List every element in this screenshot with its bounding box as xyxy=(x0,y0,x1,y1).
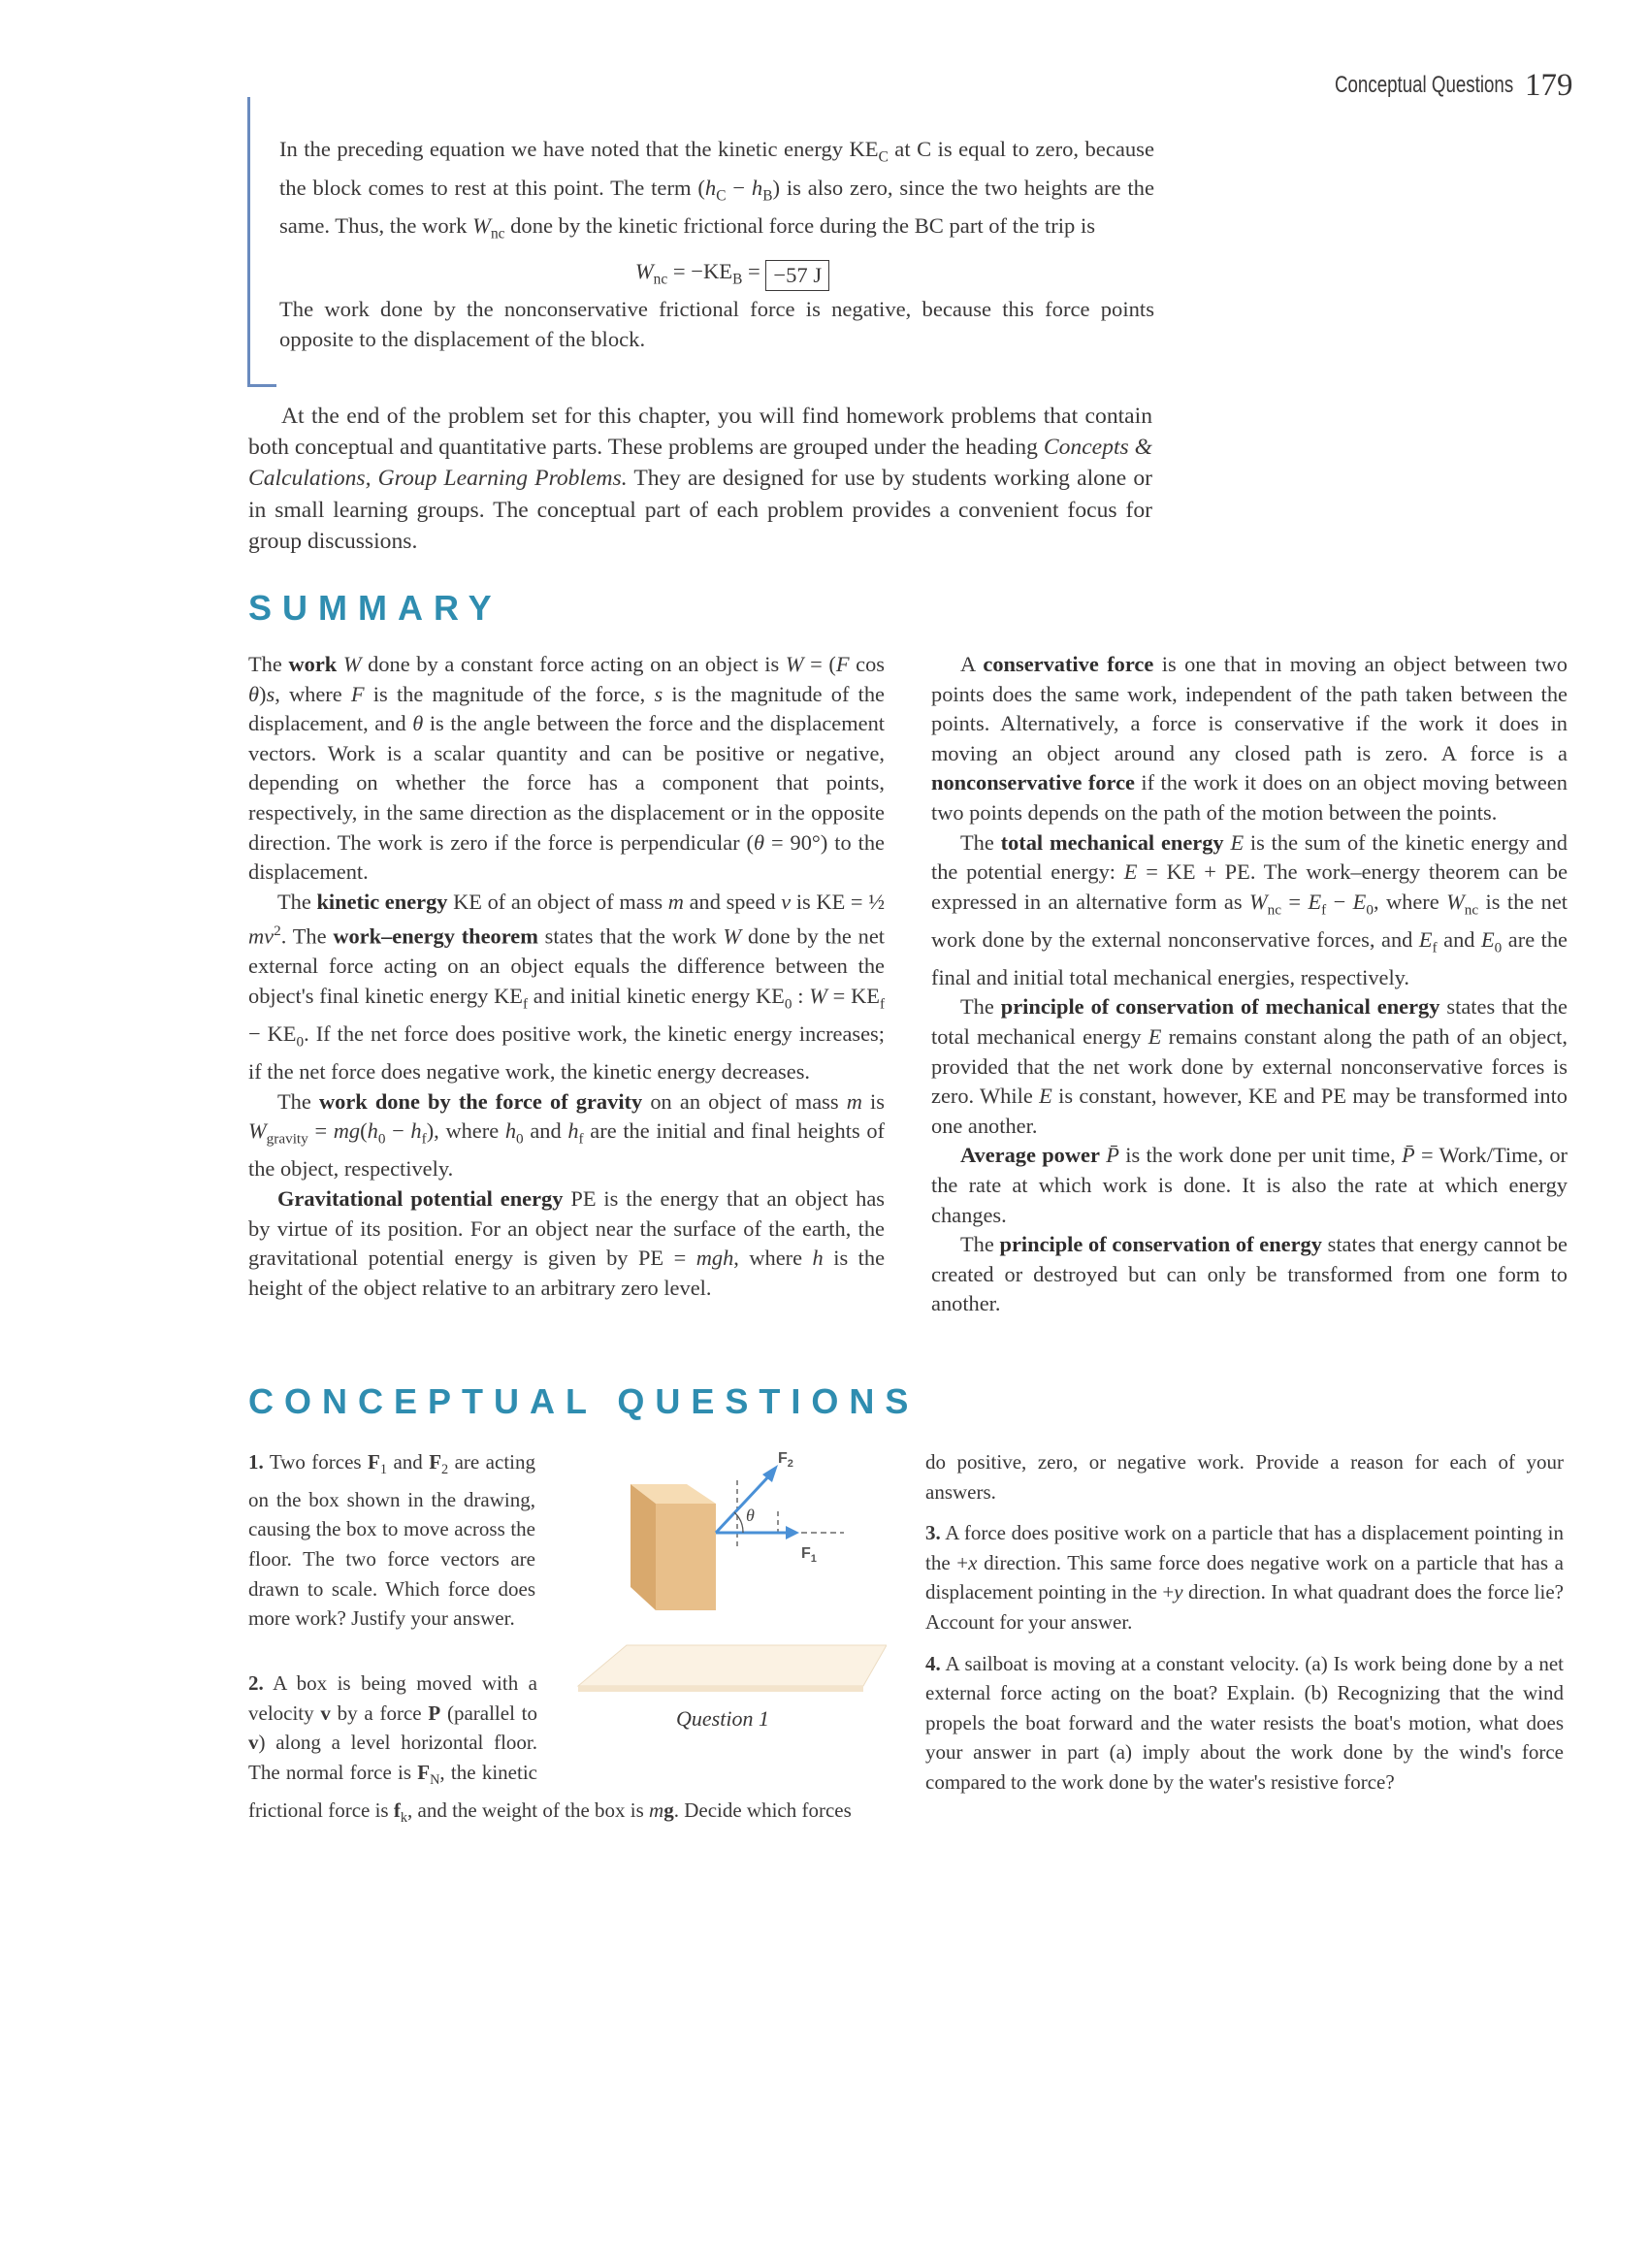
summary-right-paragraph: A conservative force is one that in moving an object between two points does the same work, independent of the path taken between the points. Alternatively, a force is conservative if the work it does in moving an object around any closed path is zero. A force is a nonconservative force if the work it does on an object moving between two points depends on the path of the motion between the points. xyxy=(931,652,1568,825)
summary-right-paragraph: Average power P̄ is the work done per unit time, P̄ = Work/Time, or the rate at which work is done. It is also the rate at which energy changes. xyxy=(931,1143,1568,1227)
floor-shape xyxy=(578,1686,863,1692)
question-text: A box is being moved with a velocity v by a force P (parallel to v) along a level horizontal floor. The normal force is $F_N$, the kinetic frictional force is $f_k$, and the weight of the box is mg. Decide which forces xyxy=(248,1671,852,1826)
summary-right-paragraph: The total mechanical energy E is the sum of the kinetic energy and the potential energy: E = KE + PE. The work–energy theorem can be expressed in an alternative form as $W_{nc} = E_f - E_0$, where $W_{nc}$ is the net work done by the external nonconservative forces, and $E_f$ and $E_0$ are the final and initial total mechanical energies, respectively. xyxy=(931,829,1568,989)
question-text: A sailboat is moving at a constant velocity. (a) Is work being done by a net external force acting on the boat? Explain. (b) Recognizing that the wind propels the boat forward and the water resists the boat's motion, what does your answer in part (a) imply about the work done by the wind's force compared to the work done by the water's resistive force? xyxy=(925,1651,1565,1794)
question-3 xyxy=(925,1518,1564,1636)
solution-block xyxy=(279,134,1154,354)
box-front-face xyxy=(656,1504,716,1610)
intro-paragraph-block xyxy=(248,401,1152,557)
figure-caption: Question 1 xyxy=(676,1706,769,1731)
question-text: A force does positive work on a particle that has a displacement pointing in the +x direction. This same force does negative work on a particle that has a displacement pointing in the +y direction. In what quadrant does the force lie? Account for your answer. xyxy=(925,1521,1565,1634)
question-1-figure xyxy=(559,1451,887,1742)
f1-label: $F_1$ xyxy=(801,1545,817,1565)
box-side-face xyxy=(630,1484,656,1610)
summary-left-paragraph: Gravitational potential energy PE is the energy that an object has by virtue of its position. For an object near the surface of the earth, the gravitational potential energy is given by PE = mgh, where h is the height of the object relative to an arbitrary zero level. xyxy=(248,1185,886,1300)
solution-paragraph-2: The work done by the nonconservative frictional force is negative, because this force points opposite to the displacement of the block. xyxy=(279,296,1154,351)
angle-arc xyxy=(734,1512,743,1533)
question-number: 1. xyxy=(248,1450,264,1474)
summary-left-paragraph: The kinetic energy KE of an object of mass m and speed v is KE = ½ $mv^2$. The work–energy theorem states that the work W done by the net external force acting on an object equals the difference between the object's final kinetic energy $KE_f$ and initial kinetic energy $KE_0$ : $W = KE_f - KE_0$. If the net force does positive work, the kinetic energy increases; if the net force does negative work, the kinetic energy decreases. xyxy=(248,889,886,1085)
box-forces-diagram xyxy=(559,1451,887,1742)
f2-label: $F_2$ xyxy=(778,1451,793,1470)
solution-margin-bar xyxy=(247,97,250,386)
page-number: 179 xyxy=(1525,68,1573,103)
summary-left-paragraph: The work done by the force of gravity on an object of mass m is $W_{gravity} = mg(h_0 - h_f)$, where $h_0$ and $h_f$ are the initial and final heights of the object, respectively. xyxy=(248,1088,886,1182)
summary-right-paragraph: The principle of conservation of mechanical energy states that the total mechanical energy E remains constant along the path of an object, provided that the net work done by external nonconservative forces is zero. While E is constant, however, KE and PE may be transformed into one another. xyxy=(931,994,1568,1138)
floor-shape xyxy=(578,1645,887,1686)
questions-right-column xyxy=(925,1447,1564,1809)
question-2-continued: do positive, zero, or negative work. Provide a reason for each of your answers. xyxy=(925,1450,1564,1504)
question-text: Two forces $F_1$ and $F_2$ are acting on the box shown in the drawing, causing the box to move across the floor. The two force vectors are drawn to scale. Which force does more work? Justify your answer. xyxy=(248,1450,535,1631)
intro-paragraph: At the end of the problem set for this chapter, you will find homework problems that contain both conceptual and quantitative parts. These problems are grouped under the heading Concepts & Calculations, Group Learning Problems. They are designed for use by students working alone or in small learning groups. The conceptual part of each problem provides a convenient focus for group discussions. xyxy=(248,404,1152,554)
equation-lhs: $W_{nc} = -KE_B$ = xyxy=(634,258,760,288)
theta-label: θ xyxy=(746,1506,755,1525)
summary-heading: SUMMARY xyxy=(248,588,502,628)
question-number: 4. xyxy=(925,1651,941,1675)
question-4 xyxy=(925,1649,1564,1798)
summary-right-column xyxy=(931,650,1568,1319)
force-f2-arrow-shaft xyxy=(716,1471,774,1533)
summary-left-column xyxy=(248,650,885,1303)
force-f1-arrowhead xyxy=(786,1526,799,1539)
equation-result-box: −57 J xyxy=(765,260,829,291)
work-equation xyxy=(279,249,1154,294)
solution-margin-bar-foot xyxy=(247,384,276,387)
question-1 xyxy=(248,1447,535,1645)
question-number: 3. xyxy=(925,1521,941,1545)
running-header-title: Conceptual Questions xyxy=(1335,72,1514,98)
question-number: 2. xyxy=(248,1671,264,1695)
summary-left-paragraph: The work W done by a constant force acting on an object is W = (F cos θ)s, where F is the magnitude of the force, s is the magnitude of the displacement, and θ is the angle between the force and the displacement vectors. Work is a scalar quantity and can be positive or negative, depending on whether the force has a component that points, respectively, in the same direction as the displacement or in the opposite direction. The work is zero if the force is perpendicular (θ = 90°) to the displacement. xyxy=(248,652,885,885)
conceptual-questions-heading: CONCEPTUAL QUESTIONS xyxy=(248,1381,920,1421)
summary-right-paragraph: The principle of conservation of energy states that energy cannot be created or destroyed but can only be transformed from one form to another. xyxy=(931,1232,1568,1316)
solution-paragraph-1: In the preceding equation we have noted that the kinetic energy $KE_C$ at C is equal to zero, because the block comes to rest at this point. The term $(h_C - h_B)$ is also zero, since the two heights are the same. Thus, the work $W_{nc}$ done by the kinetic frictional force during the BC part of the trip is xyxy=(279,137,1155,243)
